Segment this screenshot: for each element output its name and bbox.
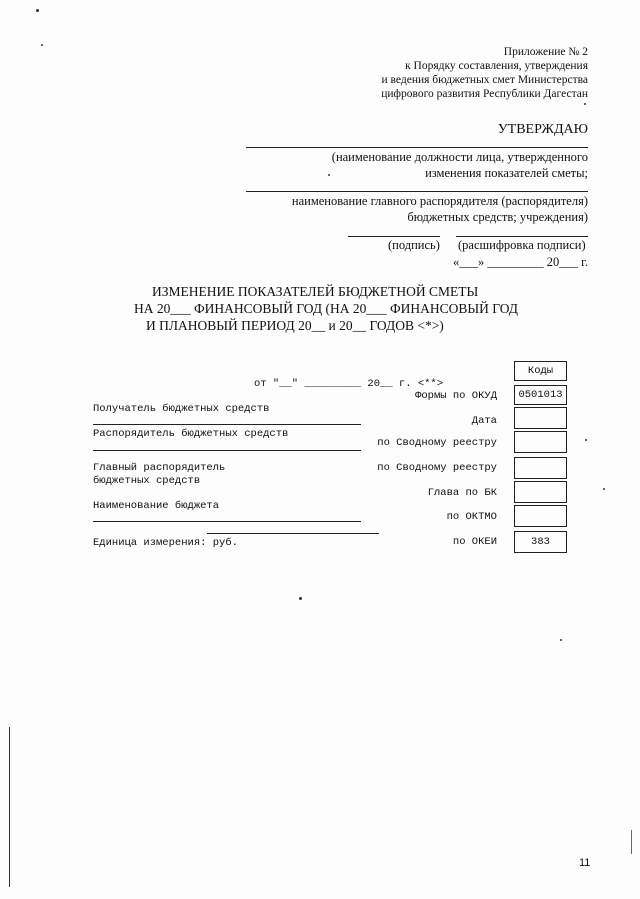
codes-header: Коды (514, 361, 567, 381)
blank-line (246, 147, 588, 148)
title-line: ИЗМЕНЕНИЕ ПОКАЗАТЕЛЕЙ БЮДЖЕТНОЙ СМЕТЫ (152, 284, 479, 299)
caption-line: наименование главного распорядителя (распорядителя) (291, 194, 588, 208)
title-line: НА 20___ ФИНАНСОВЫЙ ГОД (НА 20___ ФИНАНСОВЫЙ ГОД (134, 301, 519, 316)
code-cell-budget-chapter (514, 481, 567, 503)
scan-edge-line (9, 727, 10, 887)
budget-fill-line-2 (207, 533, 379, 534)
position-caption (258, 149, 588, 181)
scan-speck (584, 103, 586, 105)
code-cell-okei: 383 (514, 531, 567, 553)
code-cell-date (514, 407, 567, 429)
caption-line: (наименование должности лица, утвержденного (331, 150, 588, 164)
scan-speck (41, 44, 43, 46)
scan-edge-line (631, 830, 632, 854)
form-date: от "__" _________ 20__ г. <**> (254, 378, 444, 390)
scan-speck (36, 9, 39, 12)
signature-label: (подпись) (388, 238, 440, 252)
row-label-budget-chapter: Глава по БК (427, 487, 497, 499)
budget-name-label: Наименование бюджета (93, 500, 220, 512)
document-title (134, 283, 554, 334)
appendix-line: цифрового развития Республики Дагестан (381, 88, 588, 100)
row-label-oktmo: по ОКТМО (446, 511, 497, 523)
approval-date: «___» _________ 20___ г. (453, 255, 588, 269)
code-cell-okud: 0501013 (514, 385, 567, 405)
scan-speck (299, 597, 302, 600)
budget-fill-line (93, 521, 361, 522)
scan-speck (560, 639, 562, 641)
appendix-line: к Порядку составления, утверждения (405, 60, 588, 72)
appendix-line: и ведения бюджетных смет Министерства (381, 74, 588, 86)
approval-heading: УТВЕРЖДАЮ (497, 122, 588, 137)
scan-speck (603, 488, 605, 490)
appendix-block (288, 45, 588, 101)
manager-caption (248, 193, 588, 225)
manager-label: Распорядитель бюджетных средств (93, 428, 289, 440)
scan-speck (585, 439, 587, 441)
recipient-label: Получатель бюджетных средств (93, 403, 270, 415)
unit-label: Единица измерения: руб. (93, 537, 238, 549)
row-label-date: Дата (471, 415, 497, 427)
page-number: 11 (579, 857, 591, 869)
blank-line (246, 191, 588, 192)
title-line: И ПЛАНОВЫЙ ПЕРИОД 20__ и 20__ ГОДОВ <*>) (146, 318, 444, 333)
code-cell-summary-registry (514, 431, 567, 453)
row-label-summary-registry-2: по Сводному реестру (377, 462, 497, 474)
chief-manager-label-2: бюджетных средств (93, 475, 201, 487)
recipient-fill-line (93, 424, 361, 425)
row-label-okud: Формы по ОКУД (415, 390, 497, 402)
signature-decoding-label: (расшифровка подписи) (458, 238, 586, 252)
row-label-okei: по ОКЕИ (452, 536, 497, 548)
chief-manager-label: Главный распорядитель (93, 462, 226, 474)
code-cell-summary-registry-2 (514, 457, 567, 479)
caption-line: изменения показателей сметы; (425, 166, 588, 180)
manager-fill-line (93, 450, 361, 451)
row-label-summary-registry: по Сводному реестру (377, 437, 497, 449)
code-cell-oktmo (514, 505, 567, 527)
caption-line: бюджетных средств; учреждения) (407, 210, 588, 224)
appendix-line: Приложение № 2 (503, 46, 588, 58)
